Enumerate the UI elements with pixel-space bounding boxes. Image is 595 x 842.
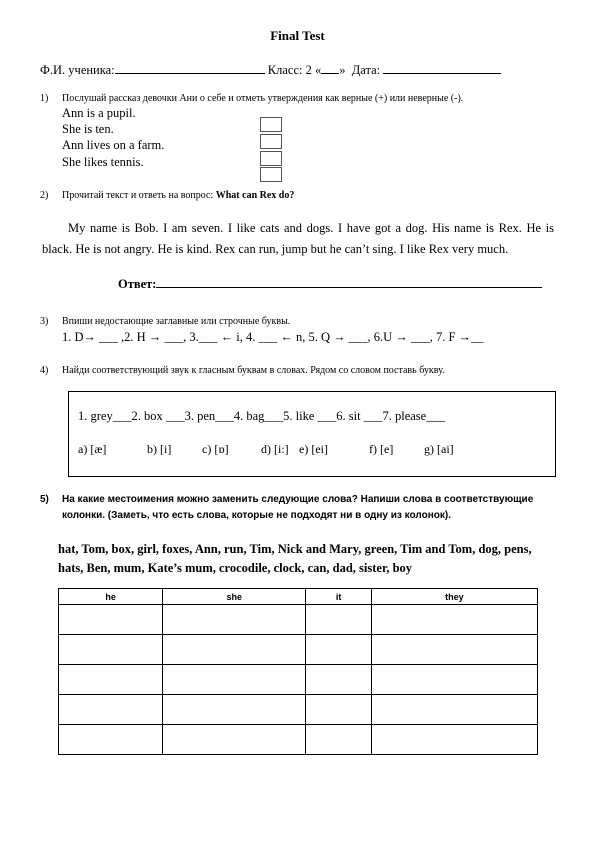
table-row xyxy=(59,635,538,665)
table-cell[interactable] xyxy=(371,725,537,755)
q1-statement: Ann is a pupil. xyxy=(62,106,136,120)
table-row xyxy=(59,665,538,695)
q5-instruction: На какие местоимения можно заменить следующие слова? Напиши слова в соответствующие xyxy=(62,494,534,505)
page-title: Final Test xyxy=(270,28,325,43)
column-header-they: they xyxy=(371,589,537,605)
date-field[interactable] xyxy=(383,62,501,74)
table-cell[interactable] xyxy=(163,725,306,755)
table-row xyxy=(59,605,538,635)
table-cell[interactable] xyxy=(371,605,537,635)
class-label: Класс: 2 « xyxy=(267,63,322,77)
q3-instruction: Впиши недостающие заглавные или строчные буквы. xyxy=(62,316,291,327)
table-cell[interactable] xyxy=(59,695,163,725)
table-cell[interactable] xyxy=(163,605,306,635)
name-label: Ф.И. ученика: xyxy=(40,63,115,77)
table-cell[interactable] xyxy=(306,635,372,665)
table-row xyxy=(59,725,538,755)
table-cell[interactable] xyxy=(59,665,163,695)
column-header-it: it xyxy=(306,589,372,605)
q4-instruction: Найди соответствующий звук к гласным буквам в словах. Рядом со словом поставь букву. xyxy=(62,365,445,376)
q1-answer-box[interactable] xyxy=(260,134,282,149)
q4-sound-option: c) [ɒ] xyxy=(202,442,229,456)
q1-instruction: Послушай рассказ девочки Ани о себе и отметь утверждения как верные (+) или неверные (-). xyxy=(62,93,464,104)
q2-reading-text: My name is Bob. I am seven. I like cats and dogs. I have got a dog. His name is Rex. He is black. He is not angry. He is kind. Rex can run, jump but he can’t sing. I like Rex very much. xyxy=(42,221,554,256)
table-cell[interactable] xyxy=(306,665,372,695)
q4-sound-option: e) [ei] xyxy=(299,442,328,456)
name-field[interactable] xyxy=(115,62,265,74)
q4-number: 4) xyxy=(40,365,49,376)
q1-statement: She is ten. xyxy=(62,122,114,136)
q4-heading xyxy=(40,365,445,376)
column-header-he: he xyxy=(59,589,163,605)
q1-answer-box[interactable] xyxy=(260,117,282,132)
class-field[interactable] xyxy=(321,62,339,74)
q2-instruction: Прочитай текст и ответь на вопрос: xyxy=(62,190,216,201)
table-cell[interactable] xyxy=(306,605,372,635)
q4-sound-option: a) [æ] xyxy=(78,442,107,456)
q5-heading xyxy=(40,494,533,505)
q2-number: 2) xyxy=(40,190,49,201)
table-cell[interactable] xyxy=(371,635,537,665)
table-row xyxy=(59,695,538,725)
answer-label: Ответ: xyxy=(118,277,157,291)
table-cell[interactable] xyxy=(59,725,163,755)
pronoun-table xyxy=(58,588,538,755)
q5-instruction-cont: колонки. (Заметь, что есть слова, которые не подходят ни в одну из колонок). xyxy=(62,510,451,521)
table-cell[interactable] xyxy=(59,605,163,635)
q4-words-line[interactable]: 1. grey___2. box ___3. pen___4. bag___5. like ___6. sit ___7. please___ xyxy=(78,409,445,423)
q1-heading xyxy=(40,93,463,104)
q2-question: What can Rex do? xyxy=(215,190,295,201)
q3-heading xyxy=(40,316,290,327)
q1-statement: She likes tennis. xyxy=(62,155,144,169)
q1-statement: Ann lives on a farm. xyxy=(62,138,165,152)
q2-heading xyxy=(40,190,294,201)
class-close: » xyxy=(339,63,346,77)
table-cell[interactable] xyxy=(306,695,372,725)
q5-word-list: hat, Tom, box, girl, foxes, Ann, run, Tim, Nick and Mary, green, Tim and Tom, dog, pens, hats, Ben, mum, Kate’s mum, crocodile, clock, can, dad, sister, boy xyxy=(58,542,532,575)
table-cell[interactable] xyxy=(59,635,163,665)
table-cell[interactable] xyxy=(163,665,306,695)
q1-number: 1) xyxy=(40,93,49,104)
q4-sound-option: f) [e] xyxy=(369,442,394,456)
q4-exercise-box xyxy=(68,391,556,477)
table-cell[interactable] xyxy=(163,635,306,665)
q1-answer-box[interactable] xyxy=(260,151,282,166)
table-cell[interactable] xyxy=(163,695,306,725)
q4-sound-option: d) [i:] xyxy=(261,442,289,456)
date-label: Дата: xyxy=(351,63,381,77)
q5-number: 5) xyxy=(40,494,49,505)
table-cell[interactable] xyxy=(371,695,537,725)
q3-letters-line[interactable]: 1. D→ ___ ,2. H → ___, 3.___ ← i, 4. ___ ← n, 5. Q → ___, 6.U → ___, 7. F →__ xyxy=(62,330,484,344)
q4-sound-option: b) [i] xyxy=(147,442,172,456)
q1-answer-box[interactable] xyxy=(260,167,282,182)
q2-answer xyxy=(118,276,542,292)
table-cell[interactable] xyxy=(306,725,372,755)
student-header xyxy=(40,62,501,78)
table-cell[interactable] xyxy=(371,665,537,695)
q4-sound-option: g) [ai] xyxy=(424,442,454,456)
column-header-she: she xyxy=(163,589,306,605)
answer-field[interactable] xyxy=(156,276,542,288)
q3-number: 3) xyxy=(40,316,49,327)
